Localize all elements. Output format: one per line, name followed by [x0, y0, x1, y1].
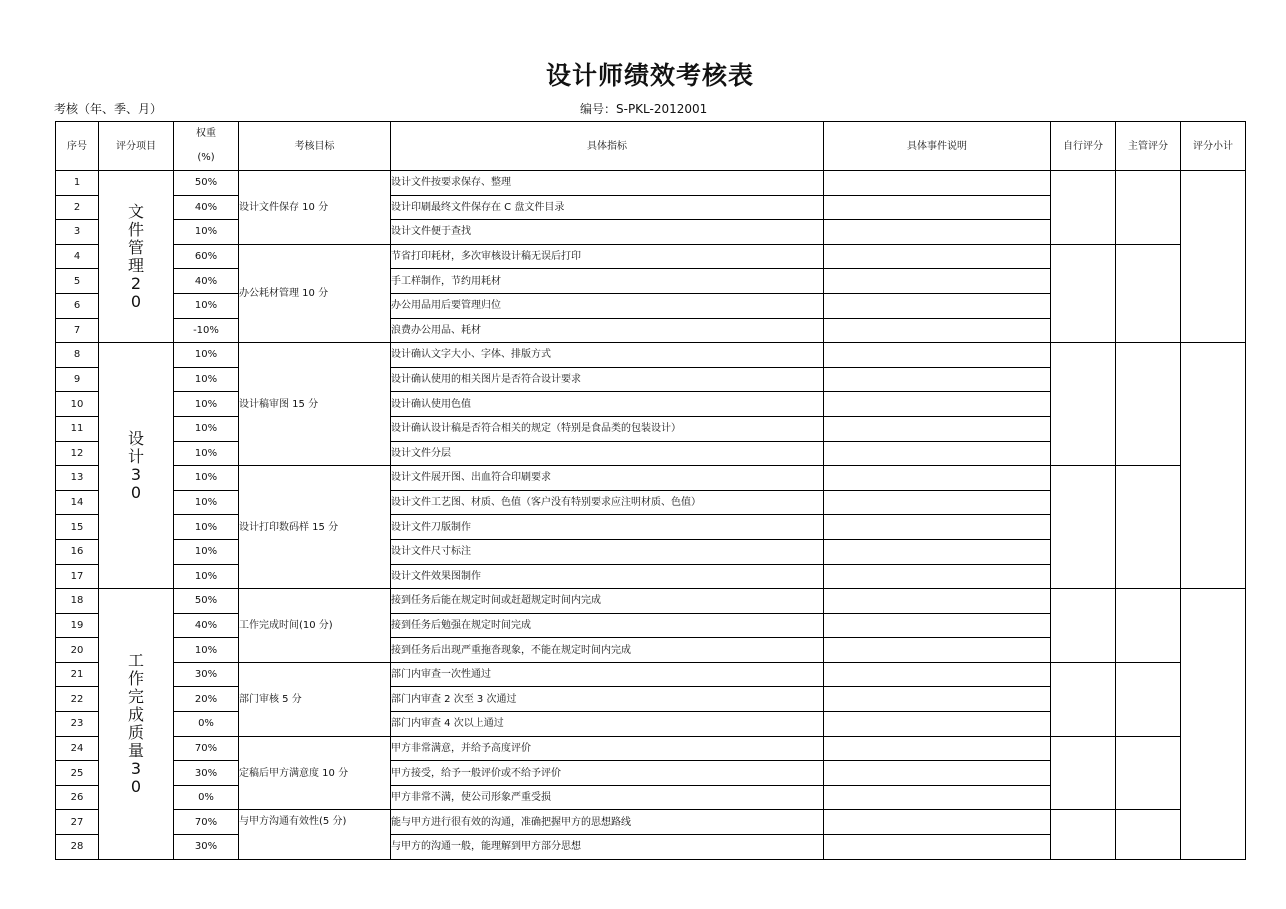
- self-score-cell[interactable]: [1051, 736, 1116, 810]
- event-cell[interactable]: [824, 785, 1051, 810]
- self-score-cell[interactable]: [1051, 662, 1116, 736]
- weight-cell: 10%: [174, 367, 239, 392]
- seq-cell: 15: [56, 515, 99, 540]
- document-code: 编号：S-PKL-2012001: [580, 102, 708, 116]
- indicator-cell: 节省打印耗材，多次审核设计稿无误后打印: [391, 244, 824, 269]
- weight-cell: 40%: [174, 269, 239, 294]
- table-row: [56, 466, 1246, 491]
- self-score-cell[interactable]: [1051, 244, 1116, 342]
- table-row: [56, 343, 1246, 368]
- indicator-cell: 甲方非常满意，并给予高度评价: [391, 736, 824, 761]
- event-cell[interactable]: [824, 466, 1051, 491]
- indicator-cell: 设计文件便于查找: [391, 220, 824, 245]
- indicator-cell: 设计确认使用的相关图片是否符合设计要求: [391, 367, 824, 392]
- event-cell[interactable]: [824, 539, 1051, 564]
- self-score-cell[interactable]: [1051, 171, 1116, 245]
- manager-score-cell[interactable]: [1116, 736, 1181, 810]
- evaluation-table: [55, 121, 1246, 860]
- period-label: 考核（年、季、月）: [54, 102, 163, 116]
- self-score-cell[interactable]: [1051, 343, 1116, 466]
- weight-cell: 10%: [174, 441, 239, 466]
- indicator-cell: 办公用品用后要管理归位: [391, 293, 824, 318]
- weight-cell: 10%: [174, 293, 239, 318]
- indicator-cell: 甲方接受，给予一般评价或不给予评价: [391, 761, 824, 786]
- event-cell[interactable]: [824, 343, 1051, 368]
- seq-cell: 7: [56, 318, 99, 343]
- event-cell[interactable]: [824, 293, 1051, 318]
- category-label: 文件管理20: [127, 201, 144, 311]
- indicator-cell: 接到任务后勉强在规定时间完成: [391, 613, 824, 638]
- category-label: 设计30: [127, 428, 144, 502]
- indicator-cell: 设计文件尺寸标注: [391, 539, 824, 564]
- seq-cell: 20: [56, 638, 99, 663]
- event-cell[interactable]: [824, 416, 1051, 441]
- weight-cell: 10%: [174, 343, 239, 368]
- indicator-cell: 接到任务后能在规定时间或赶超规定时间内完成: [391, 589, 824, 614]
- self-score-cell[interactable]: [1051, 810, 1116, 859]
- indicator-cell: 设计确认设计稿是否符合相关的规定（特别是食品类的包装设计）: [391, 416, 824, 441]
- indicator-cell: 设计文件按要求保存、整理: [391, 171, 824, 196]
- weight-cell: 60%: [174, 244, 239, 269]
- table-row: [56, 244, 1246, 269]
- category-label: 工作完成质量30: [127, 650, 144, 796]
- weight-cell: 50%: [174, 171, 239, 196]
- indicator-cell: 部门内审查 4 次以上通过: [391, 712, 824, 737]
- indicator-cell: 设计文件刀版制作: [391, 515, 824, 540]
- event-cell[interactable]: [824, 712, 1051, 737]
- header-seq: 序号: [56, 122, 99, 171]
- seq-cell: 14: [56, 490, 99, 515]
- event-cell[interactable]: [824, 515, 1051, 540]
- seq-cell: 28: [56, 835, 99, 860]
- indicator-cell: 与甲方的沟通一般，能理解到甲方部分思想: [391, 835, 824, 860]
- seq-cell: 25: [56, 761, 99, 786]
- manager-score-cell[interactable]: [1116, 662, 1181, 736]
- subtotal-cell[interactable]: [1181, 343, 1246, 589]
- weight-cell: 10%: [174, 220, 239, 245]
- event-cell[interactable]: [824, 318, 1051, 343]
- seq-cell: 26: [56, 785, 99, 810]
- event-cell[interactable]: [824, 662, 1051, 687]
- table-row: [56, 810, 1246, 835]
- weight-cell: 10%: [174, 416, 239, 441]
- indicator-cell: 设计文件展开图、出血符合印刷要求: [391, 466, 824, 491]
- header-weight-line1: 权重: [196, 128, 216, 139]
- indicator-cell: 甲方非常不满，使公司形象严重受损: [391, 785, 824, 810]
- indicator-cell: 设计印刷最终文件保存在 C 盘文件目录: [391, 195, 824, 220]
- seq-cell: 23: [56, 712, 99, 737]
- weight-cell: 30%: [174, 761, 239, 786]
- event-cell[interactable]: [824, 613, 1051, 638]
- category-cell: [99, 343, 174, 589]
- header-indicator: 具体指标: [391, 122, 824, 171]
- seq-cell: 18: [56, 589, 99, 614]
- seq-cell: 10: [56, 392, 99, 417]
- weight-cell: 70%: [174, 810, 239, 835]
- seq-cell: 5: [56, 269, 99, 294]
- target-cell: 设计稿审图 15 分: [239, 343, 391, 466]
- manager-score-cell[interactable]: [1116, 244, 1181, 342]
- weight-cell: 20%: [174, 687, 239, 712]
- seq-cell: 2: [56, 195, 99, 220]
- weight-cell: 10%: [174, 638, 239, 663]
- event-cell[interactable]: [824, 367, 1051, 392]
- indicator-cell: 接到任务后出现严重拖沓现象，不能在规定时间内完成: [391, 638, 824, 663]
- seq-cell: 9: [56, 367, 99, 392]
- event-cell[interactable]: [824, 171, 1051, 196]
- header-weight-line2: (%): [197, 152, 215, 163]
- weight-cell: 10%: [174, 539, 239, 564]
- event-cell[interactable]: [824, 761, 1051, 786]
- seq-cell: 13: [56, 466, 99, 491]
- weight-cell: 30%: [174, 835, 239, 860]
- seq-cell: 6: [56, 293, 99, 318]
- event-cell[interactable]: [824, 835, 1051, 860]
- event-cell[interactable]: [824, 687, 1051, 712]
- event-cell[interactable]: [824, 195, 1051, 220]
- event-cell[interactable]: [824, 220, 1051, 245]
- header-event: 具体事件说明: [824, 122, 1051, 171]
- seq-cell: 24: [56, 736, 99, 761]
- table-row: [56, 662, 1246, 687]
- seq-cell: 21: [56, 662, 99, 687]
- table-row: [56, 736, 1246, 761]
- manager-score-cell[interactable]: [1116, 466, 1181, 589]
- seq-cell: 4: [56, 244, 99, 269]
- category-cell: [99, 589, 174, 860]
- header-weight: [174, 122, 239, 171]
- self-score-cell[interactable]: [1051, 589, 1116, 663]
- subtotal-cell[interactable]: [1181, 589, 1246, 860]
- event-cell[interactable]: [824, 564, 1051, 589]
- indicator-cell: 设计确认使用色值: [391, 392, 824, 417]
- event-cell[interactable]: [824, 244, 1051, 269]
- weight-cell: 10%: [174, 515, 239, 540]
- weight-cell: 10%: [174, 564, 239, 589]
- event-cell[interactable]: [824, 638, 1051, 663]
- seq-cell: 17: [56, 564, 99, 589]
- event-cell[interactable]: [824, 441, 1051, 466]
- weight-cell: 10%: [174, 392, 239, 417]
- target-cell: 定稿后甲方满意度 10 分: [239, 736, 391, 810]
- header-subtotal: 评分小计: [1181, 122, 1246, 171]
- header-self-score: 自行评分: [1051, 122, 1116, 171]
- weight-cell: 10%: [174, 466, 239, 491]
- indicator-cell: 部门内审查 2 次至 3 次通过: [391, 687, 824, 712]
- event-cell[interactable]: [824, 490, 1051, 515]
- page-title: 设计师绩效考核表: [545, 61, 754, 90]
- weight-cell: -10%: [174, 318, 239, 343]
- indicator-cell: 手工样制作，节约用耗材: [391, 269, 824, 294]
- weight-cell: 40%: [174, 195, 239, 220]
- event-cell[interactable]: [824, 269, 1051, 294]
- header-row: [56, 122, 1246, 171]
- indicator-cell: 能与甲方进行很有效的沟通，准确把握甲方的思想路线: [391, 810, 824, 835]
- self-score-cell[interactable]: [1051, 466, 1116, 589]
- manager-score-cell[interactable]: [1116, 171, 1181, 245]
- category-cell: [99, 171, 174, 343]
- weight-cell: 50%: [174, 589, 239, 614]
- target-cell: 办公耗材管理 10 分: [239, 244, 391, 342]
- indicator-cell: 设计文件效果图制作: [391, 564, 824, 589]
- header-target: 考核目标: [239, 122, 391, 171]
- seq-cell: 12: [56, 441, 99, 466]
- seq-cell: 19: [56, 613, 99, 638]
- event-cell[interactable]: [824, 810, 1051, 835]
- seq-cell: 27: [56, 810, 99, 835]
- target-cell: 工作完成时间(10 分): [239, 589, 391, 663]
- weight-cell: 10%: [174, 490, 239, 515]
- indicator-cell: 浪费办公用品、耗材: [391, 318, 824, 343]
- weight-cell: 40%: [174, 613, 239, 638]
- seq-cell: 3: [56, 220, 99, 245]
- seq-cell: 8: [56, 343, 99, 368]
- event-cell[interactable]: [824, 589, 1051, 614]
- event-cell[interactable]: [824, 392, 1051, 417]
- manager-score-cell[interactable]: [1116, 810, 1181, 859]
- indicator-cell: 设计文件分层: [391, 441, 824, 466]
- seq-cell: 22: [56, 687, 99, 712]
- event-cell[interactable]: [824, 736, 1051, 761]
- indicator-cell: 设计确认文字大小、字体、排版方式: [391, 343, 824, 368]
- header-item: 评分项目: [99, 122, 174, 171]
- weight-cell: 30%: [174, 662, 239, 687]
- seq-cell: 1: [56, 171, 99, 196]
- indicator-cell: 部门内审查一次性通过: [391, 662, 824, 687]
- manager-score-cell[interactable]: [1116, 343, 1181, 466]
- weight-cell: 0%: [174, 712, 239, 737]
- weight-cell: 0%: [174, 785, 239, 810]
- table-row: [56, 171, 1246, 196]
- target-cell: 设计打印数码样 15 分: [239, 466, 391, 589]
- weight-cell: 70%: [174, 736, 239, 761]
- target-cell: 部门审核 5 分: [239, 662, 391, 736]
- subtotal-cell[interactable]: [1181, 171, 1246, 343]
- seq-cell: 16: [56, 539, 99, 564]
- target-cell: 与甲方沟通有效性(5 分): [239, 810, 391, 859]
- header-manager-score: 主管评分: [1116, 122, 1181, 171]
- target-cell: 设计文件保存 10 分: [239, 171, 391, 245]
- table-row: [56, 589, 1246, 614]
- seq-cell: 11: [56, 416, 99, 441]
- indicator-cell: 设计文件工艺图、材质、色值（客户没有特别要求应注明材质、色值）: [391, 490, 824, 515]
- manager-score-cell[interactable]: [1116, 589, 1181, 663]
